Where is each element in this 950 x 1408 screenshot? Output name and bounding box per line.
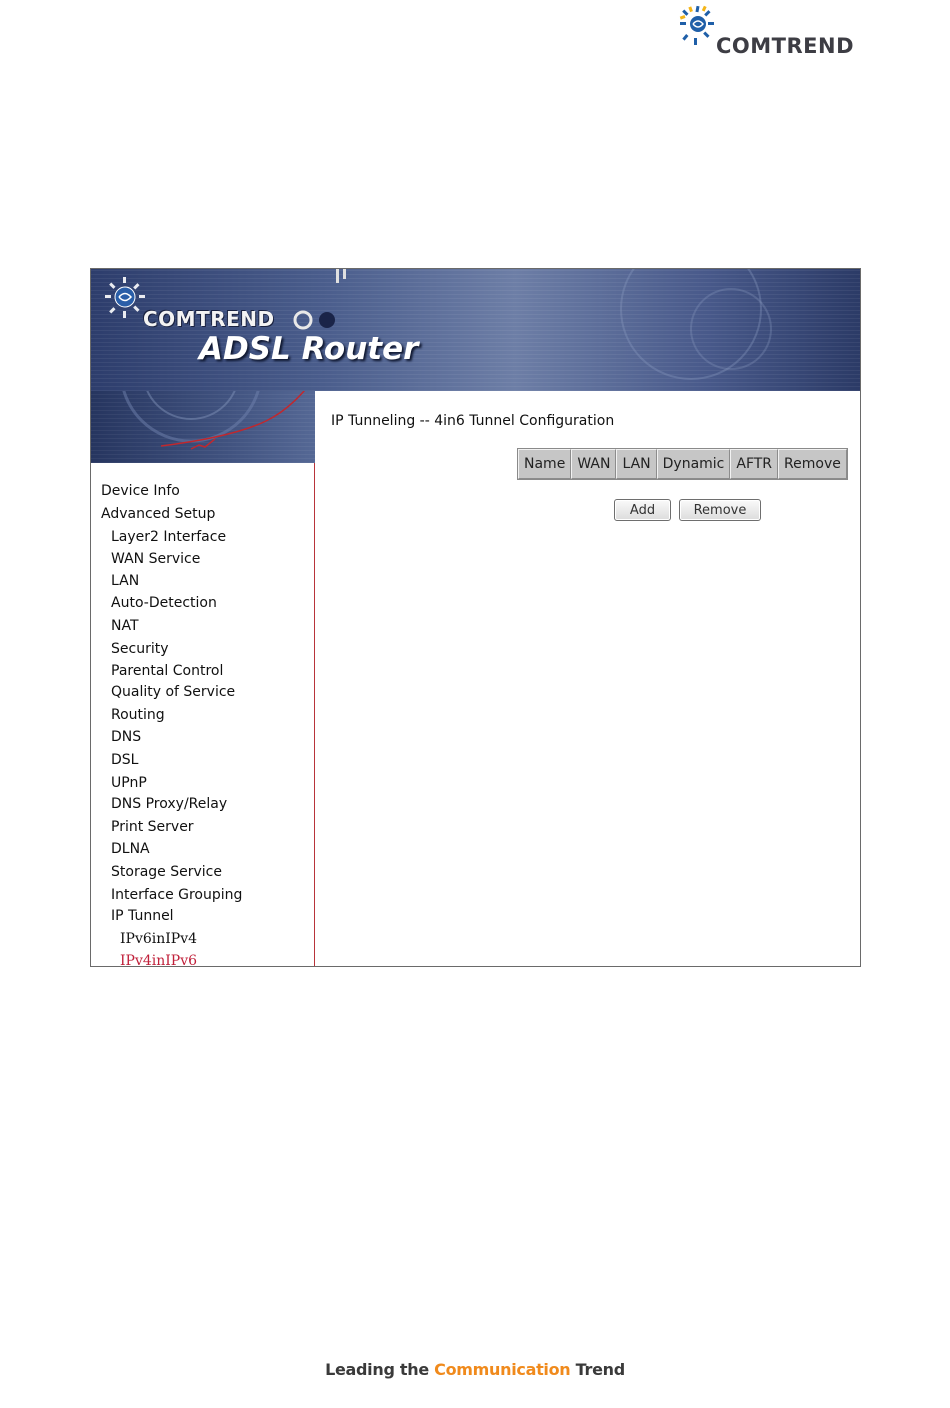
- sidebar-item-dsl[interactable]: DSL: [111, 752, 139, 768]
- header-banner: [91, 269, 861, 391]
- sidebar-item-ipv6inipv4[interactable]: IPv6inIPv4: [120, 931, 198, 947]
- sidebar-item-wan-service[interactable]: WAN Service: [111, 551, 201, 567]
- comtrend-logo-icon: [672, 4, 716, 56]
- remove-button[interactable]: Remove: [679, 499, 761, 521]
- sidebar-item-print-server[interactable]: Print Server: [111, 819, 194, 835]
- column-header-aftr: AFTR: [730, 449, 778, 479]
- sidebar-item-ipv4inipv6[interactable]: IPv4inIPv6: [120, 953, 198, 967]
- column-header-name: Name: [518, 449, 571, 479]
- main-content: [315, 391, 861, 967]
- footer-text-end: Trend: [570, 1360, 625, 1379]
- sidebar-item-dns-proxy-relay[interactable]: DNS Proxy/Relay: [111, 796, 228, 812]
- sidebar-item-security[interactable]: Security: [111, 641, 169, 657]
- sidebar-item-dns[interactable]: DNS: [111, 729, 142, 745]
- table-header-row: [518, 449, 847, 479]
- router-window: [90, 268, 861, 967]
- footer-text-start: Leading the: [325, 1360, 435, 1379]
- sidebar-item-ip-tunnel[interactable]: IP Tunnel: [111, 908, 174, 924]
- sidebar-item-dlna[interactable]: DLNA: [111, 841, 150, 857]
- column-header-dynamic: Dynamic: [657, 449, 731, 479]
- column-header-lan: LAN: [616, 449, 656, 479]
- sidebar-item-auto-detection[interactable]: Auto-Detection: [111, 595, 217, 611]
- footer-tagline: [0, 1360, 950, 1379]
- sidebar-item-device-info[interactable]: Device Info: [101, 483, 180, 499]
- comtrend-banner-logo-icon: [95, 271, 149, 331]
- sidebar-item-parental-control[interactable]: Parental Control: [111, 663, 224, 679]
- sidebar-item-interface-grouping[interactable]: Interface Grouping: [111, 887, 243, 903]
- column-header-wan: WAN: [571, 449, 616, 479]
- sidebar-item-advanced-setup[interactable]: Advanced Setup: [101, 506, 216, 522]
- sidebar-item-storage-service[interactable]: Storage Service: [111, 864, 222, 880]
- sidebar-item-upnp[interactable]: UPnP: [111, 775, 147, 791]
- sidebar-item-nat[interactable]: NAT: [111, 618, 139, 634]
- comtrend-brand-text: COMTREND: [716, 34, 855, 58]
- sidebar-nav: [91, 463, 315, 967]
- banner-swirl-icon: [91, 391, 315, 463]
- sidebar-item-routing[interactable]: Routing: [111, 707, 165, 723]
- column-header-remove: Remove: [778, 449, 847, 479]
- sidebar-item-layer2-interface[interactable]: Layer2 Interface: [111, 529, 227, 545]
- product-title: ADSL Router: [199, 331, 419, 367]
- banner-decoration-dots-icon: [291, 309, 351, 333]
- header-banner-lower: [91, 391, 315, 463]
- footer-text-accent: Communication: [434, 1360, 571, 1379]
- tunnel-table: [517, 448, 848, 480]
- sidebar-item-lan[interactable]: LAN: [111, 573, 140, 589]
- add-button[interactable]: Add: [614, 499, 671, 521]
- comtrend-page-logo: [672, 4, 864, 56]
- page-title: IP Tunneling -- 4in6 Tunnel Configuration: [331, 413, 615, 429]
- sidebar-item-quality-of-service[interactable]: Quality of Service: [111, 684, 236, 700]
- banner-brand-text: COMTREND: [143, 307, 275, 331]
